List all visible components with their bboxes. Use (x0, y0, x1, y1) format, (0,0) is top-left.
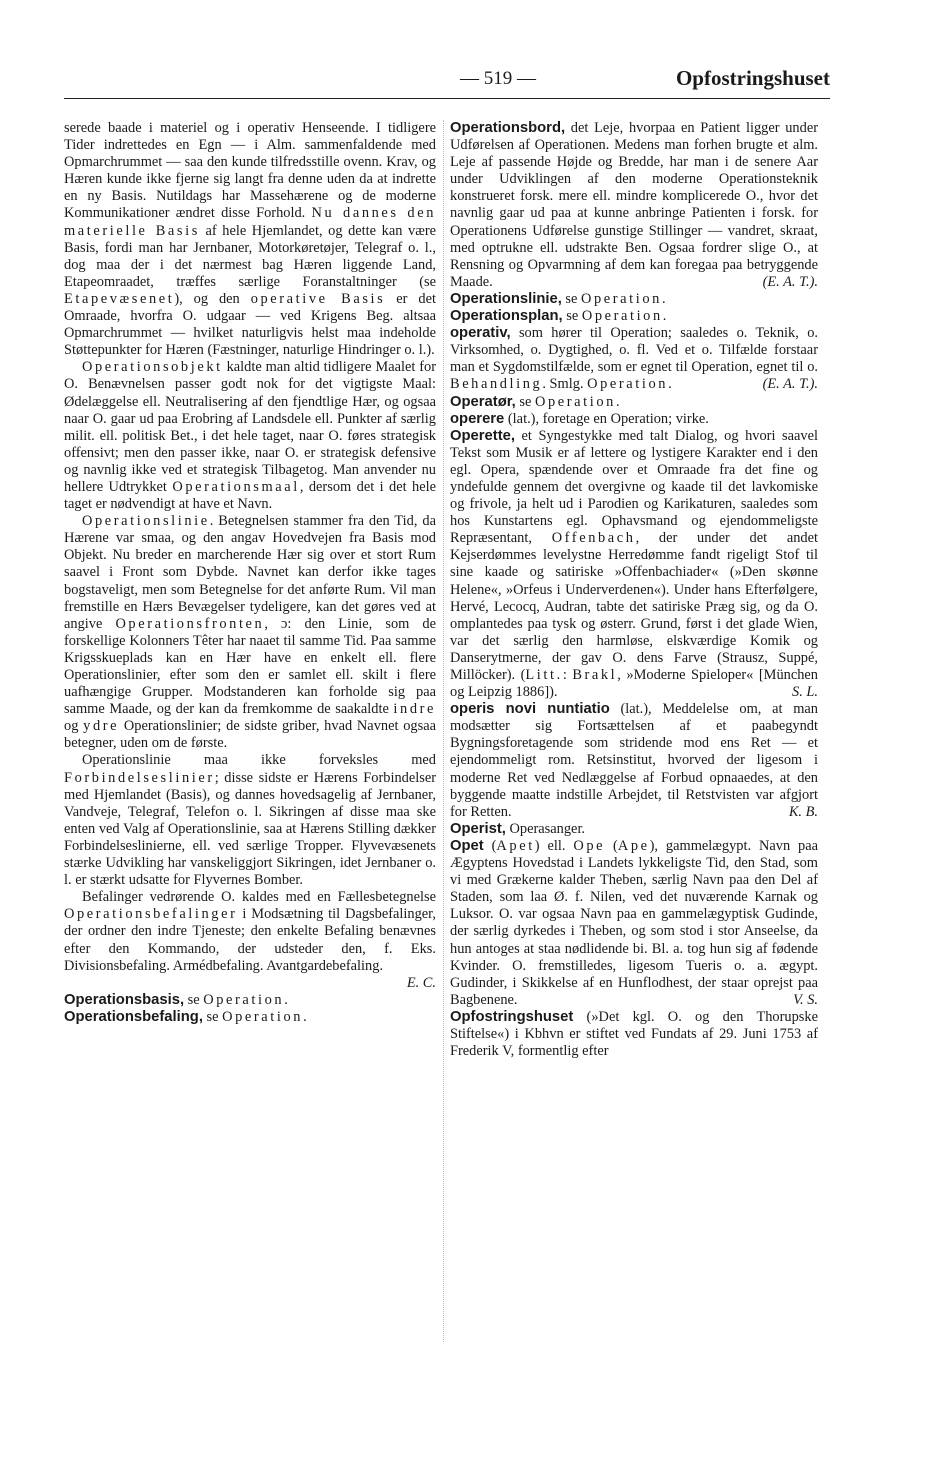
entry-operationslinie (450, 291, 818, 308)
text-run: operative Basis (250, 290, 386, 307)
text-run: det Leje, hvorpaa en Patient ligger under Udførelsen af Operationen. Medens man forhen brugte et alm. Leje af passende Højde og Bredde, har man i de senere Aar under Udviklingen af den moderne Operationsteknik konstrueret forsk. mere ell. mindre komplicerede O., hvor det navnlig gaar ud paa at kunne anbringe Patienten i forsk. for Operationens Udførelse gunstige Stillinger — vandret, skraat, med optrukne ell. udstrakte Ben. Ogsaa fordrer slige O., at Rensning og Opvarmning af dem kan foregaa paa betryggende Maade. (450, 120, 818, 290)
text-run: , ɔ: den Linie, som de forskellige Kolonners Têter har naaet til samme Tid. Paa samme Krigsskueplads kan en Hær have en enkelt ell. flere Operationslinier, efter som den er samlet ell. skilt i flere uafhængige Grupper. Modstanderen kan forholde sig paa samme Maade, og der kan da fremkomme de saakaldte (64, 615, 436, 718)
text-run: Etapevæsenet (64, 290, 175, 307)
text-run: (lat.), Meddelelse om, at man modsætter sig Fortsættelsen af et paabegyndt Bygningsforetagende som stridende mod ens Ret — et ejendommeligt rom. Retsinstitut, hvorved der ligesom i moderne Ret ved Nedlæggelse af Forbud opnaaedes, at den byggende maatte indstille Arbejdet, til Retstvisten var afgjort for Retten. (450, 701, 818, 820)
text-run: se (515, 393, 535, 410)
headword: operere (450, 410, 505, 427)
text-run: . (662, 308, 667, 325)
text-run: ; disse sidste er Hærens Forbindelser med Hjemlandet (Basis), og dannes hovedsagelig af Jernbaner, Vandveje, Telegraf, Telefon o. l. Sikringen af disse maa ske enten ved Valg af Operationslinie, saa at Hærens Stilling dækker Forbindelseslinierne, ell. ved særlige Tropper. Flyvevæsenets stærke Udvikling har vanskeliggjort Sikringen, idet Jernbaner o. l. er stærkt udsatte for Flyvernes Bomber. (64, 769, 436, 889)
left-column (64, 120, 436, 1026)
text-run: . (303, 1008, 307, 1025)
entry-operationsbasis (64, 992, 436, 1009)
entry-operis-novi-nuntiatio (450, 701, 818, 821)
headword: operativ, (450, 325, 511, 342)
text-run: Litt. (525, 667, 563, 683)
running-title: Opfostringshuset (675, 66, 830, 90)
page-header (64, 62, 830, 96)
text-run: af hele Hjemlandet, og dette kan være Basis, fordi man har Jernbaner, Motorkøretøjer, Telegraf o. l., dog maa der i det nærmest bag Hæren liggende Land, Etapeomraadet, træffes særlige Foranstaltninger (se (64, 222, 436, 290)
headword: Opfostringshuset (450, 1008, 574, 1025)
text-run: Forbindelseslinier (64, 769, 215, 786)
author-signature: K. B. (788, 803, 818, 820)
text-run: se (202, 1008, 223, 1025)
text-run: Ope (573, 837, 606, 854)
headword: Operationsbord, (450, 120, 566, 136)
headword: Opet (450, 837, 484, 854)
author-signature: V. S. (793, 991, 818, 1008)
text-run: Operationslinie maa ikke forveksles med (82, 752, 436, 769)
column-divider (443, 120, 444, 1342)
text-run: Operationslinier; de sidste griber, hvad Navnet ogsaa betegner, uden om de første. (64, 718, 436, 752)
cross-reference: Operation (581, 290, 662, 307)
text-run: Operation (587, 376, 669, 393)
text-run: se (561, 290, 582, 307)
cross-reference: Operation (203, 991, 285, 1008)
text-run: Offenbach (551, 530, 636, 547)
cross-reference: Operation (222, 1008, 304, 1025)
text-run: , dersom det i det hele taget er nødvendigt at have et Navn. (64, 478, 436, 513)
page-number: — 519 — (460, 68, 536, 89)
author-signature: (E. A. T.). (762, 376, 818, 393)
text-run: se (184, 991, 204, 1008)
text-run: (»Det kgl. O. og den Thorupske Stiftelse«) i Kbhvn er stiftet ved Fundats af 29. Juni 1753 af Frederik V, formentlig efter (450, 1008, 818, 1060)
author-signature: S. L. (792, 684, 818, 701)
header-rule (64, 98, 830, 99)
text-run: Operationsfronten (115, 615, 265, 632)
entry-operationsbord (450, 120, 818, 291)
text-run: i Modsætning til Dagsbefalinger, der ordner den indre Tjeneste; den enkelte Befaling benævnes efter den Kommando, der udsteder den, f. Eks. Divisionsbefaling. Armédbefaling. Avantgardebefaling. (64, 906, 436, 974)
headword: Operationsplan, (450, 308, 563, 325)
headword: Operationsbefaling, (64, 1008, 203, 1025)
text-run: Apet (496, 837, 535, 854)
paragraph-operationsbefalinger (64, 889, 436, 992)
cross-reference: Operation (581, 308, 663, 325)
paragraph-operationslinie (64, 513, 436, 752)
text-run: (lat.), foretage en Operation; virke. (504, 410, 709, 427)
entry-operette (450, 428, 818, 702)
author-signature: (E. A. T.). (762, 273, 818, 290)
text-run: se (562, 308, 582, 325)
entry-operationsbefaling (64, 1009, 436, 1026)
paragraph-basis (64, 120, 436, 359)
text-run: . Smlg. (542, 376, 588, 393)
text-run: , »Moderne Spieloper« [München og Leipzig 1886]). (450, 667, 818, 701)
entry-operere (450, 411, 818, 428)
text-run: Operationsobjekt (82, 359, 223, 376)
headword: operis novi nuntiatio (450, 701, 610, 718)
text-run: kaldte man altid tidligere Maalet for O. Benævnelsen passer godt nok for det vigtigste Maal: Ødelæggelse ell. Neutralisering af den fjendtlige Hær, og ogsaa naar O. gaar ud paa Erobring af Landsdele ell. Punkter af særlig milit. ell. politisk Bet., i det hele taget, naar O. føres strategisk offensivt; men den passer ikke, naar O. er strategisk defensive og navnlig ikke ved et strategisk Tilbagetog. Man anvender nu hellere Udtrykket (64, 359, 436, 495)
text-run: ( (605, 837, 618, 854)
paragraph-forbindelseslinier (64, 752, 436, 889)
text-run: Operasanger. (505, 820, 586, 837)
text-run: ), og den (174, 290, 251, 307)
text-run: ( (483, 837, 497, 854)
cross-reference: Operation (534, 393, 616, 410)
entry-operist (450, 821, 818, 838)
text-run: Ape (617, 837, 650, 854)
text-run: Brakl (572, 667, 618, 683)
entry-operationsplan (450, 308, 818, 325)
entry-opfostringshuset (450, 1009, 818, 1060)
text-run: Operationsbefalinger (64, 906, 238, 923)
text-run: , der under det andet Kejserdømmes levelystne Herredømme fandt rigeligt Stof til sine kaade og satiriske »Offenbachiader« (»Den skønne Helene«, »Orfeus i Underverdenen«). Under hans Efterfølgere, Hervé, Lecocq, Audran, tabte det satiriske Præg sig, og da O. omplantedes paa tysk og østerr. Grund, først i det glade Wien, var det særlig den harmløse, elskværdige Komik og Danserytmerne, der gav O. dens Farve (Strausz, Suppé, Millöcker). ( (450, 530, 819, 683)
text-run: Operationsmaal (172, 478, 300, 495)
text-run: Befalinger vedrørende O. kaldes med en Fællesbetegnelse (82, 889, 436, 906)
text-run: Nu dannes den materielle Basis (64, 205, 436, 239)
text-run: ) ell. (534, 837, 574, 854)
entry-opet (450, 838, 818, 1009)
text-run: Behandling (450, 376, 543, 393)
text-run: . (615, 393, 620, 410)
text-run: Operationslinie (82, 513, 210, 530)
text-run: ), gammelægypt. Navn paa Ægyptens Hovedstad i Landets lykkeligste Tid, den Stad, som vi med Grækerne kalder Theben, særlig Navn paa den Del af Staden, som laa Ø. f. Nilen, ved det nuværende Karnak og Luksor. O. var ogsaa Navn paa en gammelægyptisk Gudinde, der særlig dyrkedes i Theben, og som stod i stor Anseelse, da hun antoges at staa nødlidende bi. Bl. a. tog hun sig af fødende Kvinder. O. fremstilledes, ligesom Tueris o. a. ægypt. Gudinder, i Skikkelse af en Hunflodhest, der staar oprejst paa Bagbenene. (450, 837, 819, 1008)
text-run: ydre (83, 718, 120, 735)
paragraph-operationsobjekt (64, 359, 436, 513)
text-run: et Syngestykke med talt Dialog, og hvori saavel Tekst som Musik er af lettere og lystigere Karakter end i den egl. Opera, spændende over et Omraade fra det fine og yndefulde gennem det overgivne og kaade til det lavkomiske og frivole, ja helt ud i Parodien og Karikaturen, saaledes som hos Kunstartens egl. Ophavsmand og ejendommeligste Repræsentant, (450, 427, 818, 547)
headword: Operist, (450, 820, 506, 837)
text-run: og (64, 718, 84, 735)
text-run: indre (393, 701, 436, 718)
text-run: : (562, 667, 573, 683)
headword: Operette, (450, 427, 515, 444)
headword: Operationslinie, (450, 290, 562, 307)
entry-operatoer (450, 394, 818, 411)
right-column (450, 120, 818, 1060)
text-run: som hører til Operation; saaledes o. Teknik, o. Virksomhed, o. Dygtighed, o. fl. Ved et o. Tilfælde forstaar man et Sygdomstilfælde, som er egnet til Operation, egnet til o. (450, 325, 818, 376)
text-run: . Betegnelsen stammer fra den Tid, da Hærene var smaa, og den angav Hovedvejen fra Basis mod Objekt. Nu breder en marcherende Hær sig over et stort Rum saavel i Front som Dybde. Navnet kan derfor ikke tages bogstaveligt, men som Betegnelse for det anførte Rum. Vil man fremstille en Hærs Bevægelser tydeligere, kan det gøres ved at angive (64, 513, 436, 632)
text-run: serede baade i materiel og i operativ Henseende. I tidligere Tider indrettedes en Egn — i Alm. sammenfaldende med Opmarchrummet — saa den kunde tilfredsstille ovenn. Krav, og Hæren kunde ikke fjerne sig langt fra denne uden da at indrette en ny Basis. Nutildags har Massehærene og de moderne Kommunikationer ændret disse Forhold. (64, 120, 436, 222)
text-run: . (661, 290, 666, 307)
text-run: . (668, 376, 672, 393)
author-signature: E. C. (406, 974, 436, 991)
headword: Operationsbasis, (64, 991, 185, 1008)
entry-operativ (450, 325, 818, 393)
text-run: . (284, 991, 288, 1008)
text-run: er det Omraade, hvorfra O. udgaar — ved Krigens Beg. altsaa Opmarchrummet — hvilket naturligvis helst maa indeholde Støttepunkter for Hæren (Fæstninger, naturlige Hindringer o. l.). (64, 290, 436, 359)
headword: Operatør, (450, 393, 516, 410)
